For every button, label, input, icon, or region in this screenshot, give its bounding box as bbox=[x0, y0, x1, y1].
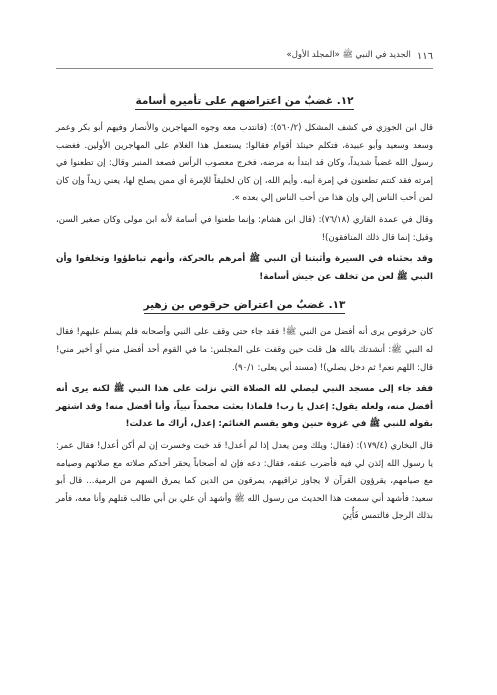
section-12-paragraph-1: قال ابن الجوزي في كشف المشكل (٥٦٠/٢): (فانتدب معه وجوه المهاجرين والأنصار وفيهم أبو بكر وعمر وسعد وسعيد وأبو عبيدة، فتكلم حينئذ أقوام فقالوا: يستعمل هذا الغلام على المهاجرين الأولين. فغضب رسول الله غضباً شديداً، وكان قد ابتدأ به مرضه، فخرج معصوب الرأس فصعد المنبر وقال: إن تطعنوا في إمرته فقد كنتم تطعنون في إمرة أبيه. وأيم الله، إن كان لخليقاً للإمرة أي ممن يصلح لها، يعني زيداً وإن كان لمن أحب الناس إلي وإن هذا من أحب الناس إلي بعده ». bbox=[56, 123, 433, 204]
running-header bbox=[56, 50, 433, 62]
page-number: ١١٦ bbox=[416, 50, 433, 62]
section-13-paragraph-3: قال البخاري (١٧٩/٤): (فقال: ويلك ومن يعدل إذا لم أعدل! قد خبت وخسرت إن لم أكن أعدل! فقال عمر: يا رسول الله إئذن لي فيه فأضرب عنقه، فقال: دعه فإن له أصحاباً يحقر أحدكم صلاته مع صلاتهم وصيامه مع صيامهم، يقرؤون القرآن لا يجاوز تراقيهم، يمرقون من الدين كما يمرق السهم من الرمية... قال أبو سعيد: فأشهد أني سمعت هذا الحديث من رسول الله ﷺ وأشهد أن علي بن أبي طالب قتلهم وأنا معه، فأمر بذلك الرجل فالتمس فَأُتِيَ bbox=[56, 440, 434, 522]
section-12-paragraph-2: وقال في عمدة القاري (٧٦/١٨): (قال ابن هشام: وإنما طعنوا في أسامة لأنه ابن مولى وكان صغير السن، وقيل: إنما قال ذلك المنافقون)! bbox=[56, 214, 433, 243]
section-12-heading: ١٢. غضبٌ من اعتراضهم على تأميره أسامة bbox=[56, 92, 433, 110]
section-13-paragraph-2: فقد جاء إلى مسجد النبي ليصلي لله الصلاة التي نزلت على هذا النبي ﷺ لكنه يرى أنه أفضل منه، ولعله يقول: إعدل يا رب! فلماذا بعثت محمداً نبياً، وأنا أفضل منه! وقد اشتهر بقوله للنبي ﷺ في غزوة حنين وهو يقسم الغنائم: إعدل، أراك ما عدلت! bbox=[56, 384, 433, 430]
section-12-paragraph-3: وقد بحثناه في السيرة وأثبتنا أن النبي ﷺ أمرهم بالحركة، وأنهم تباطؤوا وتخلفوا وأن النبي ﷺ لعن من تخلف عن جيش أسامة! bbox=[56, 254, 433, 282]
section-13-heading: ١٣. غضبٌ من اعتراض حرقوص بن زهير bbox=[56, 296, 433, 314]
section-13-paragraph-1: كان حرقوص يرى أنه أفضل من النبي ﷺ! فقد جاء حتى وقف على النبي وأصحابه فلم يسلم عليهم! فقال له النبي ﷺ: أنشدتك بالله هل قلت حين وقفت على المجلس: ما في القوم أحد أفضل مني أو أخير مني! قال: اللهم نعم! ثم دخل يصلي)! (مسند أبي يعلى: ٩٠/١). bbox=[56, 327, 433, 373]
header-divider bbox=[56, 68, 433, 69]
page-body bbox=[56, 92, 433, 526]
running-title: الجديد في النبي ﷺ «المجلد الأول» bbox=[286, 50, 411, 60]
